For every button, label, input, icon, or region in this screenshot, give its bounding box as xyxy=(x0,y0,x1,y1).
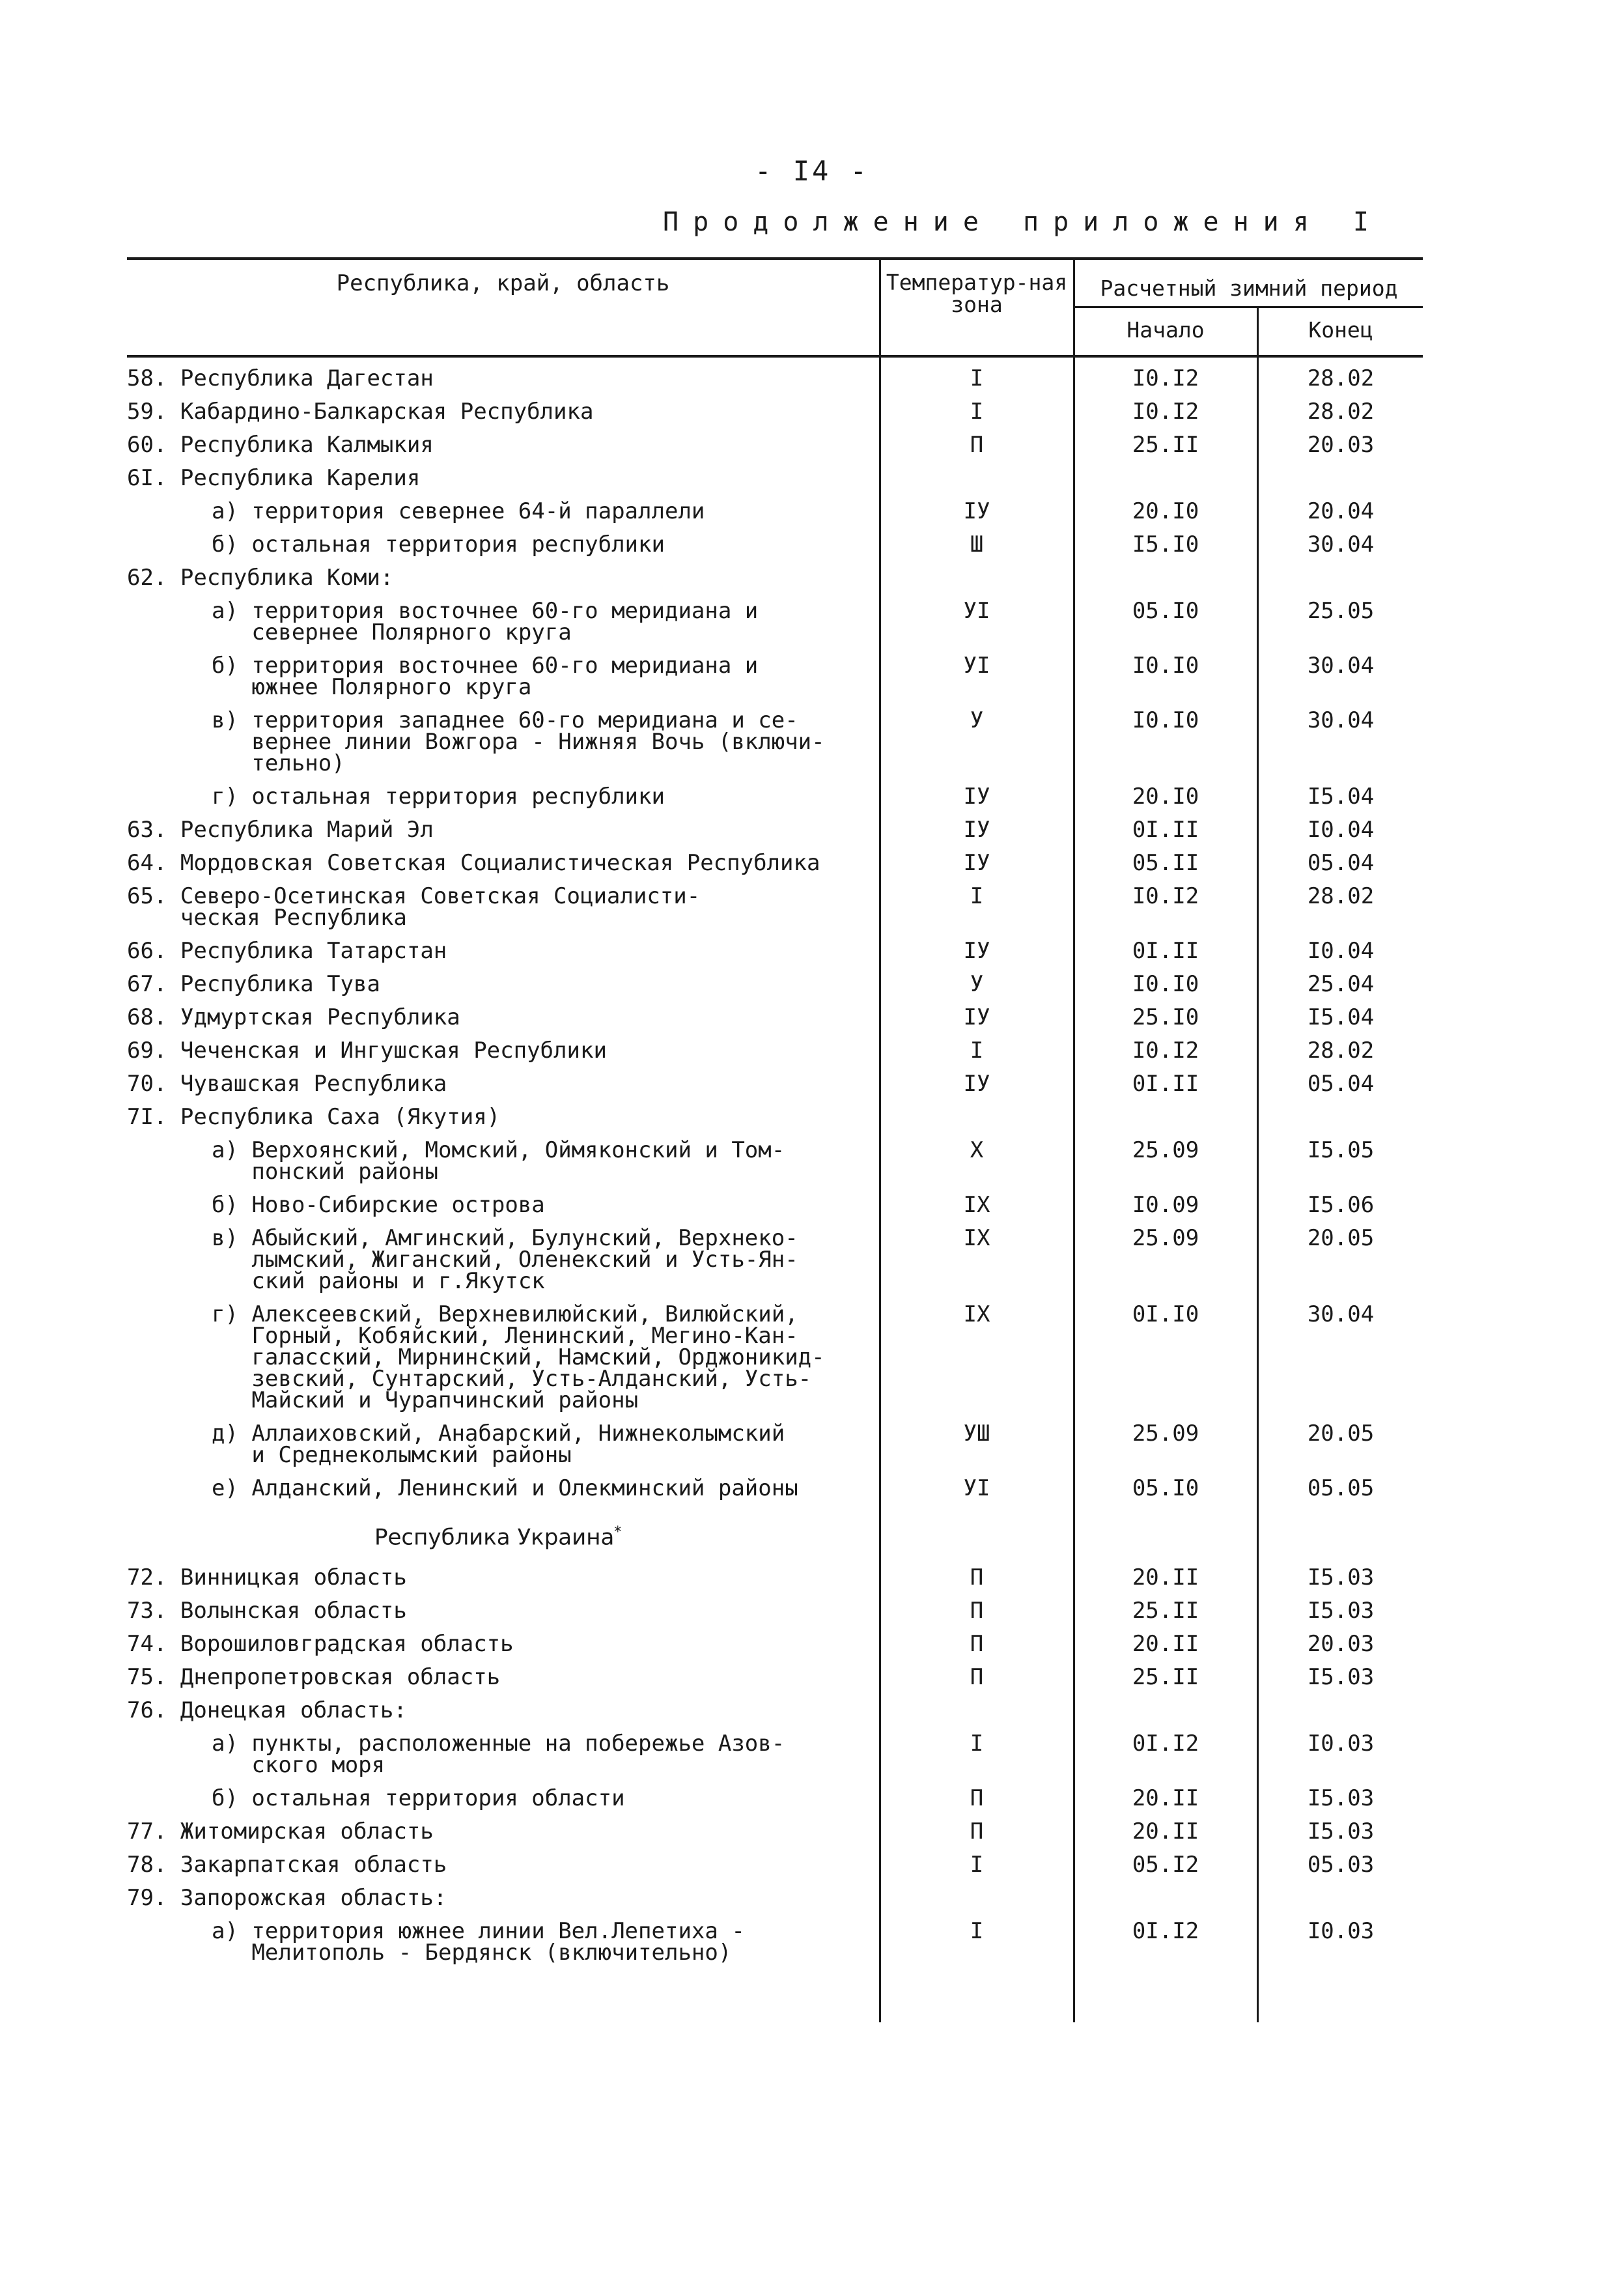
region-name-cell: 72. Винницкая область xyxy=(127,1564,407,1590)
region-name-cell: 66. Республика Татарстан xyxy=(127,938,447,964)
start-date-cell: 20.I0 xyxy=(1132,498,1199,524)
start-date-cell: 25.09 xyxy=(1132,1421,1199,1447)
region-name-cell: е) Алданский, Ленинский и Олекминский районы xyxy=(212,1475,798,1501)
zone-cell: I xyxy=(970,399,984,425)
region-name-cell: в) территория западнее 60-го меридиана и се- вернее линии Вожгора - Нижняя Вочь (включи- тельно) xyxy=(212,707,825,776)
end-date-cell: 05.05 xyxy=(1307,1475,1375,1501)
end-date-cell: 05.04 xyxy=(1307,1071,1375,1097)
zone-cell: IУ xyxy=(963,784,990,810)
footnote-mark: * xyxy=(614,1524,622,1540)
start-date-cell: 25.II xyxy=(1132,1598,1199,1624)
end-date-cell: 05.04 xyxy=(1307,850,1375,876)
region-name-cell: а) территория южнее линии Вел.Лепетиха - Мелитополь - Бердянск (включительно) xyxy=(212,1918,745,1966)
end-date-cell: 30.04 xyxy=(1307,531,1375,558)
start-date-cell: I0.I0 xyxy=(1132,653,1199,679)
region-name-cell: 74. Ворошиловградская область xyxy=(127,1631,514,1657)
end-date-cell: I5.03 xyxy=(1307,1785,1375,1811)
zone-cell: I xyxy=(970,1731,984,1757)
header-start: Начало xyxy=(1127,317,1205,343)
zone-cell: IУ xyxy=(963,1071,990,1097)
start-date-cell: 0I.I2 xyxy=(1132,1918,1199,1944)
region-name-cell: 63. Республика Марий Эл xyxy=(127,817,434,843)
region-name-cell: 73. Волынская область xyxy=(127,1598,407,1624)
region-name-cell: 69. Чеченская и Ингушская Республики xyxy=(127,1038,607,1064)
region-name-cell: 68. Удмуртская Республика xyxy=(127,1004,460,1030)
end-date-cell: I5.04 xyxy=(1307,784,1375,810)
zone-cell: П xyxy=(970,1564,984,1590)
section-heading-row xyxy=(127,1521,1423,1551)
end-date-cell: 20.05 xyxy=(1307,1421,1375,1447)
period-sub-rule xyxy=(1074,306,1423,308)
end-date-cell: I0.03 xyxy=(1307,1731,1375,1757)
region-name-cell: г) остальная территория республики xyxy=(212,784,665,810)
start-date-cell: 0I.II xyxy=(1132,1071,1199,1097)
start-date-cell: 0I.I2 xyxy=(1132,1731,1199,1757)
region-name-cell: 75. Днепропетровская область xyxy=(127,1664,501,1690)
region-name-cell: 62. Республика Коми: xyxy=(127,565,394,591)
start-date-cell: 25.09 xyxy=(1132,1225,1199,1251)
end-date-cell: I5.06 xyxy=(1307,1192,1375,1218)
zone-cell: IУ xyxy=(963,938,990,964)
end-date-cell: I5.03 xyxy=(1307,1664,1375,1690)
start-date-cell: 05.I0 xyxy=(1132,598,1199,624)
end-date-cell: 20.03 xyxy=(1307,432,1375,458)
region-name-cell: б) Ново-Сибирские острова xyxy=(212,1192,545,1218)
region-name-cell: а) территория восточнее 60-го меридиана и севернее Полярного круга xyxy=(212,598,759,645)
region-name-cell: 78. Закарпатская область xyxy=(127,1852,447,1878)
start-date-cell: 20.II xyxy=(1132,1785,1199,1811)
section-title xyxy=(374,1521,622,1551)
region-name-cell: 65. Северо-Осетинская Советская Социалисти- ческая Республика xyxy=(127,883,701,931)
start-date-cell: 0I.II xyxy=(1132,817,1199,843)
zone-cell: П xyxy=(970,1598,984,1624)
header-bottom-rule xyxy=(127,355,1423,358)
end-date-cell: 30.04 xyxy=(1307,1301,1375,1327)
zone-cell: Ш xyxy=(970,531,984,558)
end-date-cell: I5.03 xyxy=(1307,1818,1375,1845)
page-number: - I4 - xyxy=(755,155,869,187)
region-name-cell: а) территория севернее 64-й параллели xyxy=(212,498,705,524)
end-date-cell: I0.04 xyxy=(1307,938,1375,964)
region-name-cell: а) пункты, расположенные на побережье Азов- ского моря xyxy=(212,1731,785,1778)
region-name-cell: д) Аллаиховский, Анабарский, Нижнеколымский и Среднеколымский районы xyxy=(212,1421,785,1468)
zone-cell: П xyxy=(970,432,984,458)
region-name-cell: 77. Житомирская область xyxy=(127,1818,434,1845)
header-end: Конец xyxy=(1308,317,1373,343)
zone-cell: IX xyxy=(963,1225,990,1251)
start-date-cell: I0.09 xyxy=(1132,1192,1199,1218)
end-date-cell: I5.04 xyxy=(1307,1004,1375,1030)
end-date-cell: 28.02 xyxy=(1307,399,1375,425)
region-name-cell: 67. Республика Тува xyxy=(127,971,380,997)
header-period: Расчетный зимний период xyxy=(1100,276,1398,301)
start-date-cell: 20.II xyxy=(1132,1818,1199,1845)
start-date-cell: I0.I2 xyxy=(1132,1038,1199,1064)
end-date-cell: I5.05 xyxy=(1307,1137,1375,1163)
start-date-cell: I0.I0 xyxy=(1132,707,1199,733)
region-name-cell: 6I. Республика Карелия xyxy=(127,465,421,491)
start-date-cell: 25.I0 xyxy=(1132,1004,1199,1030)
end-date-cell: 05.03 xyxy=(1307,1852,1375,1878)
zone-cell: I xyxy=(970,1038,984,1064)
end-date-cell: 30.04 xyxy=(1307,653,1375,679)
zone-cell: УI xyxy=(963,598,990,624)
zone-cell: П xyxy=(970,1818,984,1845)
zone-cell: IУ xyxy=(963,498,990,524)
region-name-cell: 70. Чувашская Республика xyxy=(127,1071,447,1097)
zone-cell: У xyxy=(970,707,984,733)
start-date-cell: 20.II xyxy=(1132,1631,1199,1657)
start-date-cell: 0I.II xyxy=(1132,938,1199,964)
start-date-cell: 05.II xyxy=(1132,850,1199,876)
zone-cell: I xyxy=(970,883,984,909)
region-name-cell: б) территория восточнее 60-го меридиана и южнее Полярного круга xyxy=(212,653,759,700)
start-date-cell: 05.I2 xyxy=(1132,1852,1199,1878)
end-date-cell: 20.03 xyxy=(1307,1631,1375,1657)
region-name-cell: б) остальная территория республики xyxy=(212,531,665,558)
region-name-cell: 58. Республика Дагестан xyxy=(127,365,434,391)
end-date-cell: 20.04 xyxy=(1307,498,1375,524)
zone-cell: У xyxy=(970,971,984,997)
column-divider-end xyxy=(1257,306,1259,2022)
end-date-cell: 25.04 xyxy=(1307,971,1375,997)
zone-cell: УI xyxy=(963,1475,990,1501)
start-date-cell: 0I.I0 xyxy=(1132,1301,1199,1327)
end-date-cell: 28.02 xyxy=(1307,883,1375,909)
region-name-cell: 59. Кабардино-Балкарская Республика xyxy=(127,399,594,425)
zone-cell: I xyxy=(970,1852,984,1878)
start-date-cell: I0.I2 xyxy=(1132,883,1199,909)
header-region: Республика, край, область xyxy=(336,270,670,296)
zone-cell: П xyxy=(970,1664,984,1690)
region-name-cell: 76. Донецкая область: xyxy=(127,1697,407,1723)
start-date-cell: 20.II xyxy=(1132,1564,1199,1590)
start-date-cell: 25.II xyxy=(1132,1664,1199,1690)
zone-cell: IX xyxy=(963,1192,990,1218)
region-name-cell: г) Алексеевский, Верхневилюйский, Вилюйский, Горный, Кобяйский, Ленинский, Мегино-Кан- галасский, Мирнинский, Намский, Орджоникид- зевский, Сунтарский, Усть-Алданский, Усть- Майский и Чурапчинский районы xyxy=(212,1301,825,1413)
zone-cell: П xyxy=(970,1631,984,1657)
region-name-cell: 64. Мордовская Советская Социалистическая Республика xyxy=(127,850,820,876)
zone-cell: X xyxy=(970,1137,984,1163)
start-date-cell: 25.II xyxy=(1132,432,1199,458)
region-name-cell: б) остальная территория области xyxy=(212,1785,625,1811)
zone-cell: I xyxy=(970,1918,984,1944)
end-date-cell: 30.04 xyxy=(1307,707,1375,733)
start-date-cell: 25.09 xyxy=(1132,1137,1199,1163)
header-zone: Температур-ная зона xyxy=(886,270,1068,317)
end-date-cell: I5.03 xyxy=(1307,1564,1375,1590)
end-date-cell: I5.03 xyxy=(1307,1598,1375,1624)
zone-cell: УI xyxy=(963,653,990,679)
section-title-text: Республика Украина xyxy=(374,1524,615,1551)
zone-cell: УШ xyxy=(963,1421,990,1447)
zone-cell: I xyxy=(970,365,984,391)
continuation-title: Продолжение приложения I xyxy=(663,207,1383,237)
start-date-cell: I0.I2 xyxy=(1132,399,1199,425)
region-name-cell: 60. Республика Калмыкия xyxy=(127,432,434,458)
end-date-cell: 20.05 xyxy=(1307,1225,1375,1251)
end-date-cell: I0.03 xyxy=(1307,1918,1375,1944)
start-date-cell: I5.I0 xyxy=(1132,531,1199,558)
end-date-cell: 25.05 xyxy=(1307,598,1375,624)
start-date-cell: I0.I2 xyxy=(1132,365,1199,391)
start-date-cell: I0.I0 xyxy=(1132,971,1199,997)
region-name-cell: в) Абыйский, Амгинский, Булунский, Верхнеко- лымский, Жиганский, Оленекский и Усть-Ян- ский районы и г.Якутск xyxy=(212,1225,798,1294)
start-date-cell: 05.I0 xyxy=(1132,1475,1199,1501)
end-date-cell: 28.02 xyxy=(1307,365,1375,391)
end-date-cell: 28.02 xyxy=(1307,1038,1375,1064)
zone-cell: П xyxy=(970,1785,984,1811)
region-name-cell: а) Верхоянский, Момский, Оймяконский и Том- понский районы xyxy=(212,1137,785,1185)
zone-cell: IУ xyxy=(963,817,990,843)
region-name-cell: 7I. Республика Саха (Якутия) xyxy=(127,1104,501,1130)
zone-cell: IX xyxy=(963,1301,990,1327)
end-date-cell: I0.04 xyxy=(1307,817,1375,843)
zone-cell: IУ xyxy=(963,850,990,876)
start-date-cell: 20.I0 xyxy=(1132,784,1199,810)
region-name-cell: 79. Запорожская область: xyxy=(127,1885,447,1911)
zone-cell: IУ xyxy=(963,1004,990,1030)
table-top-rule xyxy=(127,257,1423,260)
